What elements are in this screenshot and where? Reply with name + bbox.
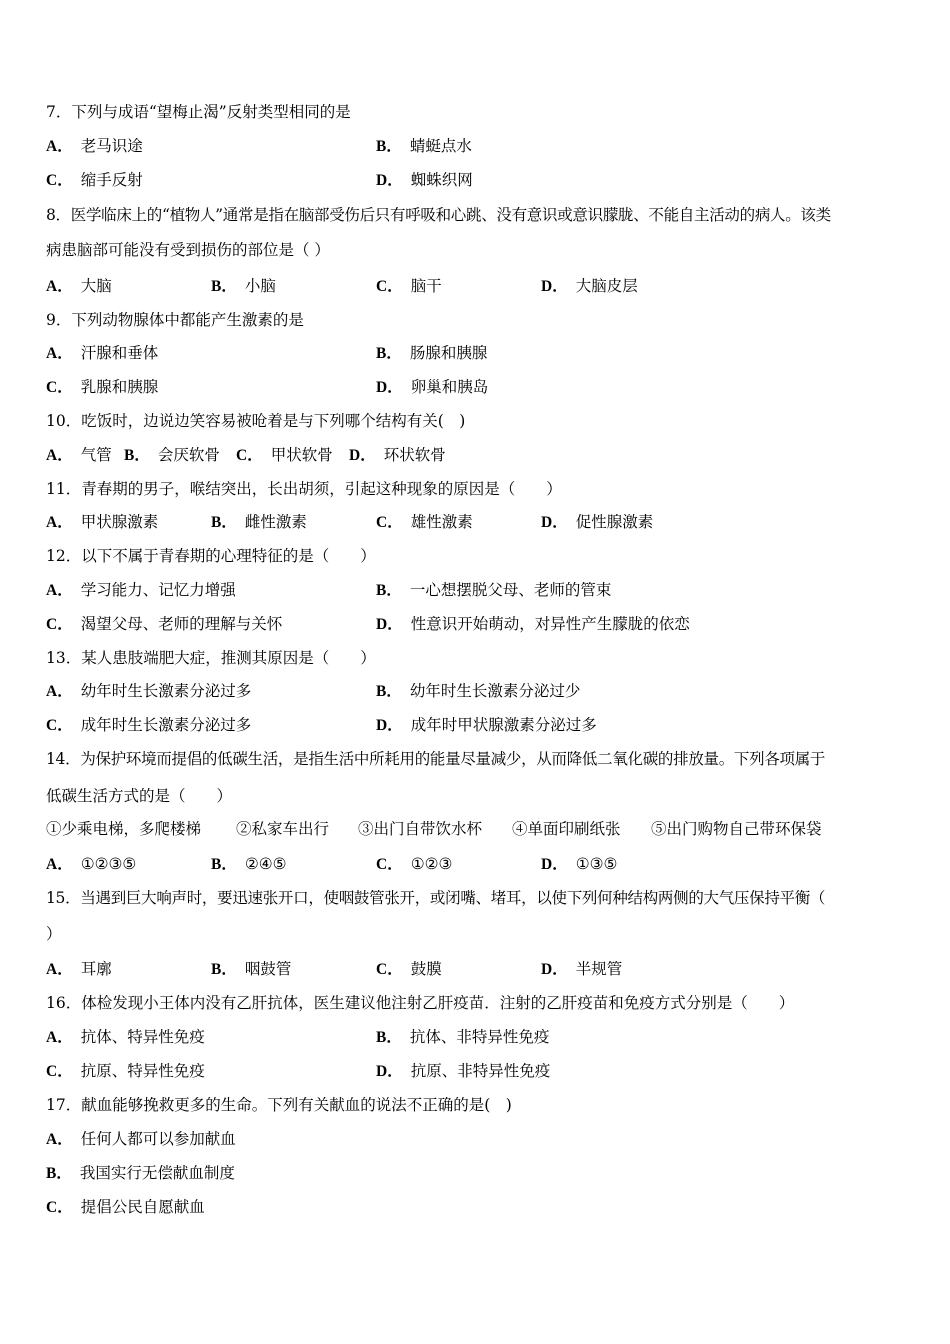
option-text: 渴望父母、老师的理解与关怀 (80, 615, 283, 633)
question-9-option-a[interactable] (46, 343, 158, 364)
option-label: C． (236, 447, 263, 464)
option-text: 任何人都可以参加献血 (80, 1130, 236, 1148)
option-label: B． (376, 345, 402, 362)
option-label: D． (376, 616, 403, 633)
option-label: B． (376, 582, 402, 599)
option-text: 我国实行无偿献血制度 (79, 1164, 235, 1182)
option-label: B． (376, 1029, 402, 1046)
question-14-item-5: ⑤出门购物自己带环保袋 (651, 820, 822, 838)
option-label: A． (46, 447, 73, 464)
option-text: 肠腺和胰腺 (409, 344, 488, 362)
question-8-stem-line2: 病患脑部可能没有受到损伤的部位是（ ） (46, 241, 330, 259)
question-12-option-d[interactable] (376, 614, 690, 635)
option-label: D． (541, 514, 568, 531)
question-14-item-4: ④单面印刷纸张 (512, 820, 621, 838)
question-10-stem: 10．吃饭时，边说边笑容易被呛着是与下列哪个结构有关( ) (46, 412, 466, 430)
option-text: ①②③⑤ (80, 855, 137, 873)
option-text: 咽鼓管 (244, 960, 292, 978)
option-text: 卵巢和胰岛 (410, 378, 489, 396)
question-14-stem-line1: 14．为保护环境而提倡的低碳生活，是指生活中所耗用的能量尽量减少，从而降低二氧化碳的排放量。下列各项属于 (46, 750, 826, 768)
option-text: 脑干 (410, 277, 442, 295)
option-text: 老马识途 (80, 137, 143, 155)
option-label: C． (46, 717, 73, 734)
question-9-option-c[interactable] (46, 377, 158, 398)
option-label: B． (211, 278, 237, 295)
option-label: D． (376, 379, 403, 396)
question-14-option-a[interactable] (46, 854, 136, 875)
option-label: D． (376, 717, 403, 734)
option-label: C． (376, 961, 403, 978)
question-7-option-b[interactable] (376, 136, 472, 157)
question-14-item-3: ③出门自带饮水杯 (358, 820, 483, 838)
option-label: D． (541, 278, 568, 295)
option-text: 会厌软骨 (157, 446, 220, 464)
option-text: 雄性激素 (410, 513, 473, 531)
option-label: B． (46, 1165, 72, 1182)
question-12-stem: 12．以下不属于青春期的心理特征的是（ ） (46, 547, 376, 565)
question-16-option-d[interactable] (376, 1061, 550, 1082)
question-9-stem: 9．下列动物腺体中都能产生激素的是 (46, 311, 304, 329)
option-label: D． (349, 447, 376, 464)
option-text: 幼年时生长激素分泌过少 (409, 682, 581, 700)
question-8-option-d[interactable] (541, 276, 638, 297)
option-text: 大脑皮层 (575, 277, 638, 295)
question-13-stem: 13．某人患肢端肥大症，推测其原因是（ ） (46, 649, 376, 667)
option-text: 大脑 (80, 277, 112, 295)
question-17-option-b[interactable] (46, 1163, 235, 1184)
option-label: C． (46, 172, 73, 189)
option-text: 幼年时生长激素分泌过多 (80, 682, 252, 700)
option-text: 半规管 (575, 960, 623, 978)
question-8-option-c[interactable] (376, 276, 442, 297)
option-text: ①③⑤ (575, 855, 618, 873)
option-label: A． (46, 138, 73, 155)
option-text: 气管 (80, 446, 112, 464)
option-label: B． (211, 961, 237, 978)
option-text: 甲状腺激素 (80, 513, 159, 531)
option-label: D． (376, 1063, 403, 1080)
option-text: 鼓膜 (410, 960, 442, 978)
question-17-option-c[interactable] (46, 1197, 205, 1218)
question-15-stem-line1: 15．当遇到巨大响声时，要迅速张开口，使咽鼓管张开，或闭嘴、堵耳，以使下列何种结构两侧的大气压保持平衡（ (46, 889, 826, 907)
question-13-option-d[interactable] (376, 715, 597, 736)
option-text: 缩手反射 (80, 171, 143, 189)
question-16-option-b[interactable] (376, 1027, 549, 1048)
option-text: 抗原、非特异性免疫 (410, 1062, 551, 1080)
option-label: B． (376, 138, 402, 155)
option-label: A． (46, 514, 73, 531)
option-text: 抗体、非特异性免疫 (409, 1028, 550, 1046)
option-text: 促性腺激素 (575, 513, 654, 531)
question-14-option-d[interactable] (541, 854, 617, 875)
question-12-option-b[interactable] (376, 580, 611, 601)
option-label: A． (46, 345, 73, 362)
option-text: 一心想摆脱父母、老师的管束 (409, 581, 612, 599)
option-label: B． (124, 447, 150, 464)
option-label: A． (46, 1029, 73, 1046)
option-text: 提倡公民自愿献血 (80, 1198, 205, 1216)
question-16-option-a[interactable] (46, 1027, 205, 1048)
option-label: D． (541, 856, 568, 873)
option-label: C． (376, 278, 403, 295)
question-12-option-a[interactable] (46, 580, 236, 601)
question-14-item-1: ①少乘电梯，多爬楼梯 (46, 820, 202, 838)
question-11-option-c[interactable] (376, 512, 473, 533)
question-10-option-d[interactable] (349, 445, 446, 466)
question-15-option-c[interactable] (376, 959, 442, 980)
option-label: D． (541, 961, 568, 978)
question-11-option-b[interactable] (211, 512, 307, 533)
option-label: C． (46, 1199, 73, 1216)
question-10-option-a[interactable] (46, 445, 112, 466)
question-16-option-c[interactable] (46, 1061, 205, 1082)
question-7-option-d[interactable] (376, 170, 473, 191)
question-15-option-b[interactable] (211, 959, 291, 980)
question-14-stem-line2: 低碳生活方式的是（ ） (46, 787, 233, 805)
question-17-option-a[interactable] (46, 1129, 236, 1150)
question-15-option-a[interactable] (46, 959, 112, 980)
option-label: A． (46, 1131, 73, 1148)
question-9-option-d[interactable] (376, 377, 488, 398)
option-text: 汗腺和垂体 (80, 344, 159, 362)
option-label: A． (46, 582, 73, 599)
option-text: 雌性激素 (244, 513, 307, 531)
option-text: 学习能力、记忆力增强 (80, 581, 236, 599)
question-14-option-b[interactable] (211, 854, 287, 875)
option-text: 抗原、特异性免疫 (80, 1062, 205, 1080)
option-text: 小脑 (244, 277, 276, 295)
question-8-option-b[interactable] (211, 276, 276, 297)
option-label: A． (46, 961, 73, 978)
option-label: C． (376, 856, 403, 873)
option-label: B． (211, 856, 237, 873)
question-10-option-c[interactable] (236, 445, 333, 466)
option-text: ②④⑤ (244, 855, 287, 873)
question-7-option-a[interactable] (46, 136, 143, 157)
question-11-stem: 11．青春期的男子，喉结突出，长出胡须，引起这种现象的原因是（ ） (46, 480, 562, 498)
option-label: B． (211, 514, 237, 531)
question-10-option-b[interactable] (124, 445, 220, 466)
question-13-option-c[interactable] (46, 715, 251, 736)
option-text: 抗体、特异性免疫 (80, 1028, 205, 1046)
question-11-option-d[interactable] (541, 512, 653, 533)
question-14-option-c[interactable] (376, 854, 452, 875)
question-16-stem: 16．体检发现小王体内没有乙肝抗体，医生建议他注射乙肝疫苗．注射的乙肝疫苗和免疫方式分别是（ ） (46, 994, 795, 1012)
question-7-stem: 7．下列与成语“望梅止渴”反射类型相同的是 (46, 103, 351, 121)
question-11-option-a[interactable] (46, 512, 158, 533)
question-9-option-b[interactable] (376, 343, 487, 364)
option-text: 性意识开始萌动，对异性产生朦胧的依恋 (410, 615, 690, 633)
option-text: 成年时生长激素分泌过多 (80, 716, 252, 734)
option-label: C． (376, 514, 403, 531)
option-label: A． (46, 278, 73, 295)
option-label: A． (46, 683, 73, 700)
option-text: 耳廓 (80, 960, 112, 978)
option-text: 蜻蜓点水 (409, 137, 472, 155)
question-14-item-2: ②私家车出行 (236, 820, 330, 838)
option-text: 甲状软骨 (270, 446, 333, 464)
option-label: A． (46, 856, 73, 873)
question-13-option-b[interactable] (376, 681, 580, 702)
question-8-option-a[interactable] (46, 276, 112, 297)
option-label: C． (46, 616, 73, 633)
question-15-option-d[interactable] (541, 959, 622, 980)
option-text: 蜘蛛织网 (410, 171, 473, 189)
option-text: ①②③ (410, 855, 453, 873)
option-label: C． (46, 1063, 73, 1080)
option-text: 成年时甲状腺激素分泌过多 (410, 716, 597, 734)
question-12-option-c[interactable] (46, 614, 282, 635)
option-label: C． (46, 379, 73, 396)
question-15-stem-line2: ） (46, 925, 62, 943)
question-13-option-a[interactable] (46, 681, 251, 702)
question-8-stem-line1: 8．医学临床上的“植物人”通常是指在脑部受伤后只有呼吸和心跳、没有意识或意识朦胧、不能自主活动的病人。该类 (46, 206, 831, 224)
option-label: B． (376, 683, 402, 700)
option-text: 乳腺和胰腺 (80, 378, 159, 396)
question-7-option-c[interactable] (46, 170, 143, 191)
option-label: D． (376, 172, 403, 189)
option-text: 环状软骨 (383, 446, 446, 464)
question-17-stem: 17．献血能够挽救更多的生命。下列有关献血的说法不正确的是( ) (46, 1096, 512, 1114)
